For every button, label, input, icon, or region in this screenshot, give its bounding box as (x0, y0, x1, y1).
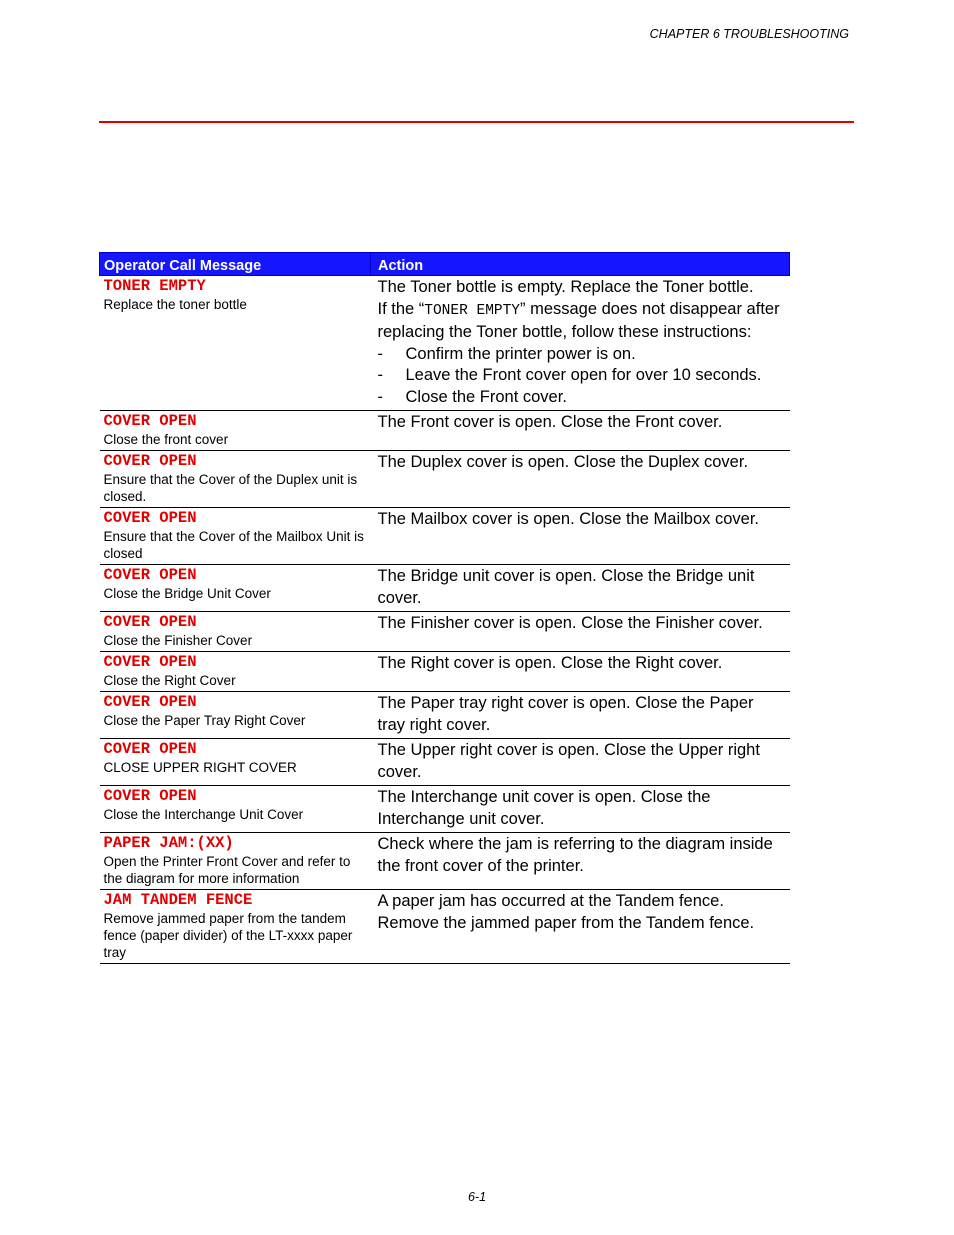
message-description: Ensure that the Cover of the Duplex unit is closed. (103, 472, 358, 504)
col-header-action: Action (371, 253, 790, 276)
table-row (100, 786, 790, 833)
table-row (100, 411, 790, 451)
message-cell (100, 786, 371, 833)
message-code: COVER OPEN (103, 693, 197, 711)
table-row (100, 276, 790, 411)
message-cell (100, 692, 371, 739)
message-description: Close the Bridge Unit Cover (103, 586, 271, 601)
step-dash: - (377, 366, 383, 384)
step-text: Leave the Front cover open for over 10 seconds. (405, 366, 762, 384)
step-text: Close the Front cover. (405, 387, 567, 406)
action-cell: The Paper tray right cover is open. Close the Paper tray right cover. (371, 692, 790, 739)
message-cell (100, 508, 371, 565)
action-cell: The Front cover is open. Close the Front cover. (371, 411, 790, 451)
action-cell: The Duplex cover is open. Close the Duplex cover. (371, 451, 790, 508)
message-cell (100, 451, 371, 508)
col-header-message: Operator Call Message (100, 253, 371, 276)
table-row (100, 890, 790, 964)
message-code: COVER OPEN (103, 740, 197, 758)
table-header-row (100, 253, 790, 276)
message-description: Close the front cover (103, 432, 229, 447)
table-row (100, 612, 790, 652)
message-code: COVER OPEN (103, 613, 197, 631)
message-description: Close the Finisher Cover (103, 633, 253, 648)
message-description: Close the Right Cover (103, 673, 236, 688)
message-cell (100, 890, 371, 964)
action-cell (371, 276, 790, 411)
message-cell (100, 652, 371, 692)
action-cell: The Mailbox cover is open. Close the Mailbox cover. (371, 508, 790, 565)
message-code: COVER OPEN (103, 653, 197, 671)
message-cell (100, 565, 371, 612)
action-cell: The Bridge unit cover is open. Close the Bridge unit cover. (371, 565, 790, 612)
message-code: COVER OPEN (103, 412, 197, 430)
chapter-header: CHAPTER 6 TROUBLESHOOTING (649, 27, 849, 41)
instruction-step (378, 387, 786, 409)
instruction-step (378, 344, 786, 366)
table-row (100, 739, 790, 786)
operator-call-table (99, 252, 790, 964)
action-cell: A paper jam has occurred at the Tandem fence. Remove the jammed paper from the Tandem fence. (371, 890, 790, 964)
action-cell: The Finisher cover is open. Close the Finisher cover. (371, 612, 790, 652)
table-row (100, 565, 790, 612)
toner-extra-text (378, 299, 786, 344)
step-text: Confirm the printer power is on. (405, 344, 636, 363)
message-code: COVER OPEN (103, 452, 197, 470)
action-cell: The Upper right cover is open. Close the Upper right cover. (371, 739, 790, 786)
table-row (100, 508, 790, 565)
message-description: CLOSE UPPER RIGHT COVER (103, 760, 297, 775)
table-row (100, 833, 790, 890)
message-cell (100, 612, 371, 652)
table-row (100, 652, 790, 692)
red-divider (99, 121, 854, 123)
message-cell (100, 276, 371, 411)
instruction-step (378, 365, 786, 387)
action-text: The Toner bottle is empty. Replace the Toner bottle. (377, 278, 754, 296)
table-row (100, 451, 790, 508)
toner-extra-code: TONER EMPTY (424, 302, 520, 319)
toner-extra-after: ” message does not disappear after replacing the Toner bottle, follow these instructions: (377, 299, 780, 341)
message-description: Open the Printer Front Cover and refer to the diagram for more information (103, 854, 351, 886)
action-cell: The Interchange unit cover is open. Close the Interchange unit cover. (371, 786, 790, 833)
step-dash: - (377, 387, 383, 406)
step-dash: - (377, 344, 383, 363)
message-code: COVER OPEN (103, 509, 197, 527)
table-row (100, 692, 790, 739)
message-code: PAPER JAM:(XX) (103, 834, 234, 852)
page-number: 6-1 (467, 1190, 487, 1204)
message-code: COVER OPEN (103, 787, 197, 805)
message-description: Remove jammed paper from the tandem fence (paper divider) of the LT-xxxx paper tray (103, 911, 353, 960)
message-cell (100, 833, 371, 890)
message-code: COVER OPEN (103, 566, 197, 584)
message-description: Close the Paper Tray Right Cover (103, 713, 306, 728)
toner-extra-before: If the “ (377, 299, 425, 318)
action-cell: Check where the jam is referring to the diagram inside the front cover of the printer. (371, 833, 790, 890)
message-cell (100, 411, 371, 451)
message-description: Replace the toner bottle (103, 297, 247, 312)
action-cell: The Right cover is open. Close the Right cover. (371, 652, 790, 692)
message-cell (100, 739, 371, 786)
message-code: JAM TANDEM FENCE (103, 891, 253, 909)
message-description: Ensure that the Cover of the Mailbox Unit is closed (103, 529, 364, 561)
message-description: Close the Interchange Unit Cover (103, 807, 304, 822)
message-code: TONER EMPTY (103, 277, 206, 295)
